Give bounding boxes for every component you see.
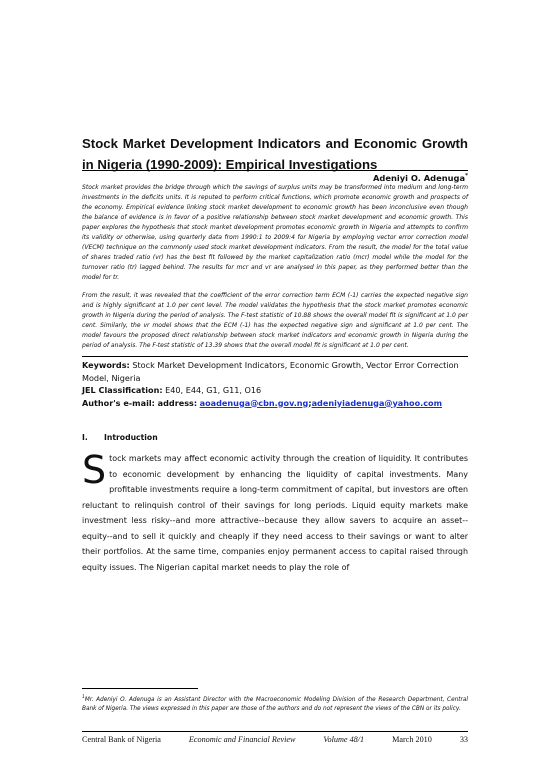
introduction-text: tock markets may affect economic activity through the creation of liquidity. It contributes to economic development by enhancing the liquidity of capital investments. Many profitable investments require a long-term commitment of capital, but investors are often reluctant to relinquish control of their savings for long periods. Liquid equity markets make investment less risky--and more attractive--because they allow savers to acquire an asset--equity--and to sell it quickly and cheaply if they need access to their savings or want to alter their portfolios. At the same time, companies enjoy permanent access to capital raised through equity issues. The Nigerian capital market needs to play the role of xyxy=(82,454,468,572)
email-link-yahoo[interactable]: adeniyiadenuga@yahoo.com xyxy=(311,397,443,408)
section-title: Introduction xyxy=(104,433,158,442)
keywords-block xyxy=(82,356,468,409)
page-footer xyxy=(82,731,468,744)
abstract-paragraph-2: From the result, it was revealed that the coefficient of the error correction term ECM (-1) carries the expected negative sign and is highly significant at 1.0 per cent level. The model validates the hypothesis that the stock market promotes economic growth in Nigeria during the period of analysis. The F-test statistic of 10.88 shows the overall model fit is significant at 1.0 per cent. Similarly, the vr model shows that the ECM (-1) has the expected negative sign and significant at 1.0 per cent. The model favours the proposed direct relationship between stock market indicators and economic growth in Nigeria during the period of analysis. The F-test statistic of 13.39 shows that the overall model fit is significant at 1.0 per cent. xyxy=(82,292,468,350)
section-number: I. xyxy=(82,433,88,442)
author-footnote-mark: * xyxy=(465,173,468,180)
footnote-mark: 1 xyxy=(82,695,85,700)
jel-line xyxy=(82,384,468,397)
footer-volume: Volume 48/1 xyxy=(323,735,365,744)
introduction-paragraph xyxy=(82,448,468,575)
paper-title: Stock Market Development Indicators and Economic Growth in Nigeria (1990-2009): Empirical Investigations xyxy=(82,136,468,172)
keywords-label: Keywords: xyxy=(82,360,130,370)
footer-institution: Central Bank of Nigeria xyxy=(82,735,161,744)
footer-date: March 2010 xyxy=(392,735,432,744)
footnote-text: Mr. Adeniyi O. Adenuga is an Assistant Director with the Macroeconomic Modeling Division of the Research Department, Central Bank of Nigeria. The views expressed in this paper are those of the authors and do not represent the views of the CBN or its policy. xyxy=(82,696,468,713)
section-heading xyxy=(82,433,158,442)
footnote-divider xyxy=(82,688,198,689)
email-link-cbn[interactable]: aoadenuga@cbn.gov.ng xyxy=(199,397,309,408)
keywords-line xyxy=(82,359,468,384)
email-separator: ; xyxy=(308,397,312,408)
keywords-text: Stock Market Development Indicators, Economic Growth, Vector Error Correction Model, Nigeria xyxy=(82,360,459,383)
author-name: Adeniyi O. Adenuga xyxy=(372,173,466,183)
author-line xyxy=(82,170,468,183)
jel-codes: E40, E44, G1, G11, O16 xyxy=(165,385,262,395)
footer-journal: Economic and Financial Review xyxy=(188,735,296,744)
footnote xyxy=(82,693,468,714)
abstract-paragraph-1: Stock market provides the bridge through which the savings of surplus units may be transformed into medium and long-term investments in the deficits units. It is reputed to perform critical functions, which promote economic growth and prospects of the economy. Empirical evidence linking stock market development to economic growth has been inconclusive even though the balance of evidence is in favor of a positive relationship between stock market development and economic growth. This paper explores the hypothesis that stock market development promotes economic growth in Nigeria and attempts to confirm its validity or otherwise, using quarterly data from 1990:1 to 2009:4 for Nigeria by employing vector error correction model (VECM) technique on the commonly used stock market development indicators. From the result, the model for the total value of shares traded ratio (vr) has the best fit followed by the market capitalization ratio (mcr) model while the model for the turnover ratio (tr) lagged behind. The results for mcr and vr are analysed in this paper, as they performed better than the model for tr. xyxy=(82,184,468,282)
footer-page-number: 33 xyxy=(459,735,468,744)
drop-cap: S xyxy=(82,448,107,492)
email-line xyxy=(82,397,468,410)
email-label: Author's e-mail: address: xyxy=(82,397,198,408)
jel-label: JEL Classification: xyxy=(82,385,163,395)
